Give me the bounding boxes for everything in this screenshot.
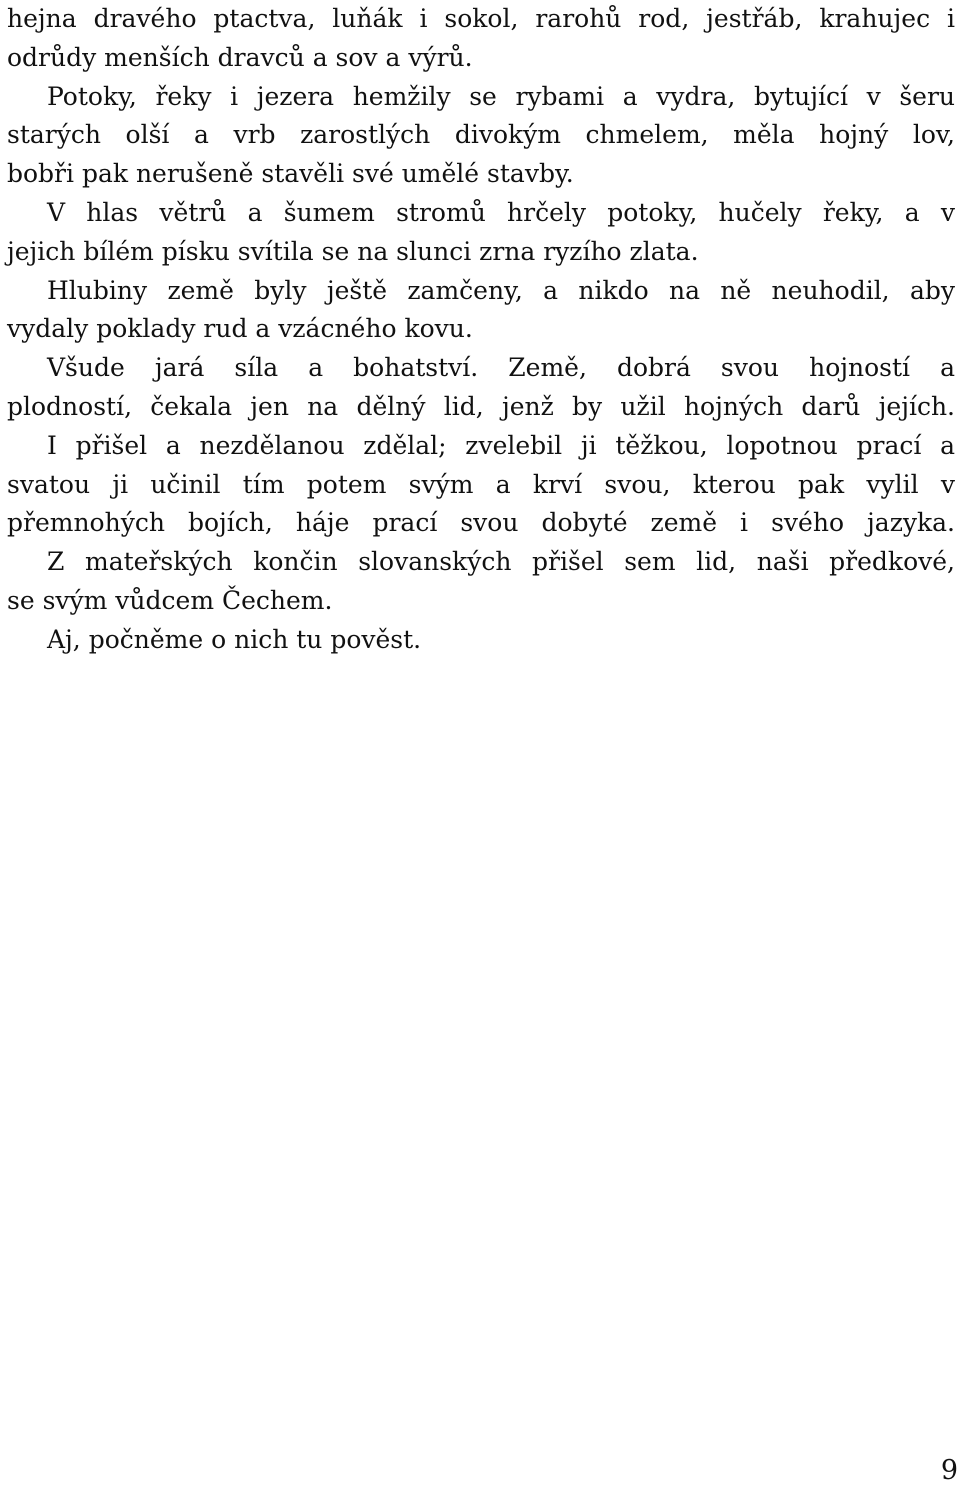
paragraph-first-line: Aj, počněme o nich tu pověst. [47, 624, 422, 654]
paragraph-first-line: Z mateřských končin slovanských přišel sem lid, naši předkové, [47, 547, 955, 577]
text-line: svatou ji učinil tím potem svým a krví svou, kterou pak vylil v [7, 469, 955, 499]
paragraph-first-line: I přišel a nezdělanou zdělal; zvelebil ji těžkou, lopotnou prací a [47, 430, 955, 460]
paragraph-first-line: Všude jará síla a bohatství. Země, dobrá svou hojností a [47, 353, 955, 383]
text-line: jejich bílém písku svítila se na slunci zrna ryzího zlata. [7, 236, 699, 266]
paragraph-first-line: Hlubiny země byly ještě zamčeny, a nikdo na ně neuhodil, aby [47, 275, 955, 305]
page-body-text [7, 0, 955, 660]
text-line: hejna dravého ptactva, luňák i sokol, rarohů rod, jestřáb, krahujec i [7, 4, 955, 33]
text-line: plodností, čekala jen na dělný lid, jenž by užil hojných darů jejích. [7, 391, 955, 421]
text-line: starých olší a vrb zarostlých divokým chmelem, měla hojný lov, [7, 120, 955, 150]
text-line: přemnohých bojích, háje prací svou dobyté země i svého jazyka. [7, 508, 955, 538]
paragraph-first-line: V hlas větrů a šumem stromů hrčely potoky, hučely řeky, a v [47, 197, 955, 227]
text-line: bobři pak nerušeně stavěli své umělé stavby. [7, 159, 574, 189]
paragraph-first-line: Potoky, řeky i jezera hemžily se rybami a vydra, bytující v šeru [47, 81, 955, 111]
text-line: odrůdy menších dravců a sov a výrů. [7, 42, 473, 72]
text-line: vydaly poklady rud a vzácného kovu. [7, 314, 473, 344]
page-number: 9 [940, 1455, 958, 1486]
text-line: se svým vůdcem Čechem. [7, 585, 333, 615]
